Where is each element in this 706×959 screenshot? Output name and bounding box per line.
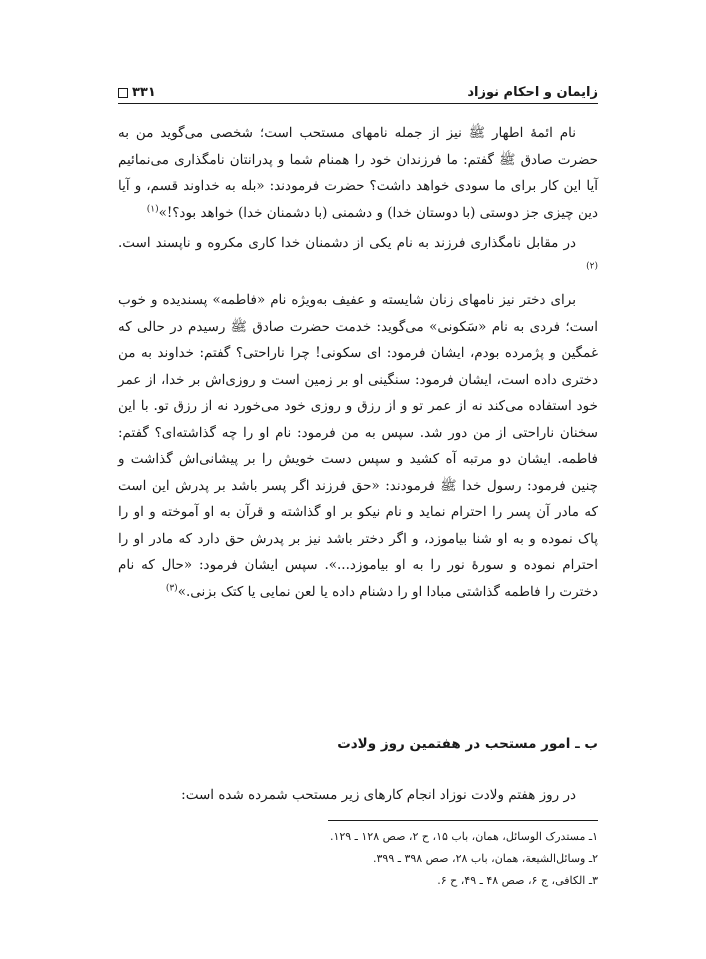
footnotes <box>118 826 598 892</box>
footnote: ۲ـ وسائل‌الشیعة، همان، باب ۲۸، صص ۳۹۸ ـ ۳۹۹. <box>373 852 598 865</box>
running-header <box>118 76 598 100</box>
footnote-ref: (۳) <box>165 583 178 593</box>
running-header-title: زایمان و احکام نوزاد <box>467 85 598 100</box>
footnote-ref: (۲) <box>586 261 598 271</box>
page-number-block <box>118 85 156 100</box>
footnote: ۱ـ مستدرک الوسائل، همان، باب ۱۵، ح ۲، صص ۱۲۸ ـ ۱۲۹. <box>329 830 598 843</box>
paragraph <box>118 120 598 226</box>
footnote-rule <box>328 820 598 821</box>
body-text <box>118 120 598 609</box>
paragraph-text: برای دختر نیز نامهای زنان شایسته و عفیف به‌ویژه نام «فاطمه» پسندیده و خوب است؛ فردی به نام «سَکونی» می‌گوید: خدمت حضرت صادق ﷺ رسیدم در حالی که غمگین و پژمرده بودم، ایشان فرمود: ای سکونی! چرا ناراحتی؟ گفتم: خداوند به من دختری داده است، ایشان فرمود: سنگینی او بر زمین است و روزی‌اش بر خدا، از عمر خود استفاده می‌کند نه از عمر تو و از رزق و روزی خود می‌خورد نه از رزق تو. با این سخنان ناراحتی از من دور شد. سپس به من فرمود: نام او را چه گذاشته‌ای؟ گفتم: فاطمه. ایشان دو مرتبه آه کشید و سپس دست خویش را بر پیشانی‌اش گذاشت و چنین فرمود: رسول خدا ﷺ فرمودند: «حق فرزند اگر پسر باشد بر پدرش این است که مادر آن پسر را احترام نماید و نام نیکو بر او گذاشته و قرآن به او آموخته و او را پاک نموده و به او شنا بیاموزد، و اگر دختر باشد نیز بر پدرش حق دارد که مادر او را احترام نموده و سورهٔ نور را به او بیاموزد...». سپس ایشان فرمود: «حال که نام دخترت را فاطمه گذاشتی مبادا او را دشنام داده یا لعن نمایی یا کتک بزنی.» <box>118 292 598 600</box>
section-heading: ب ـ امور مستحب در هفتمین روز ولادت <box>337 736 598 752</box>
paragraph <box>118 287 598 605</box>
paragraph-text: نام ائمهٔ اطهار ﷺ نیز از جمله نامهای مستحب است؛ شخصی می‌گوید من به حضرت صادق ﷺ گفتم: ما فرزندان خود را همنام شما و پدرانتان نامگذاری می‌نمائیم آیا این کار برای ما سودی خواهد داشت؟ حضرت فرمودند: «بله به خداوند قسم، و آیا دین چیزی جز دوستی (با دوستان خدا) و دشمنی (با دشمنان خدا) خواهد بود؟!» <box>118 125 598 221</box>
paragraph-text: در مقابل نامگذاری فرزند به نام یکی از دشمنان خدا کاری مکروه و ناپسند است. <box>118 235 576 251</box>
page-number: ۳۳۱ <box>132 85 156 100</box>
footnote: ۳ـ الکافی، ج ۶، صص ۴۸ ـ ۴۹، ح ۶. <box>437 874 598 887</box>
section-intro: در روز هفتم ولادت نوزاد انجام کارهای زیر مستحب شمرده شده است: <box>181 786 576 803</box>
header-rule <box>118 103 598 104</box>
paragraph <box>118 230 598 283</box>
page-box-icon <box>118 88 128 98</box>
footnote-ref: (۱) <box>146 204 159 214</box>
